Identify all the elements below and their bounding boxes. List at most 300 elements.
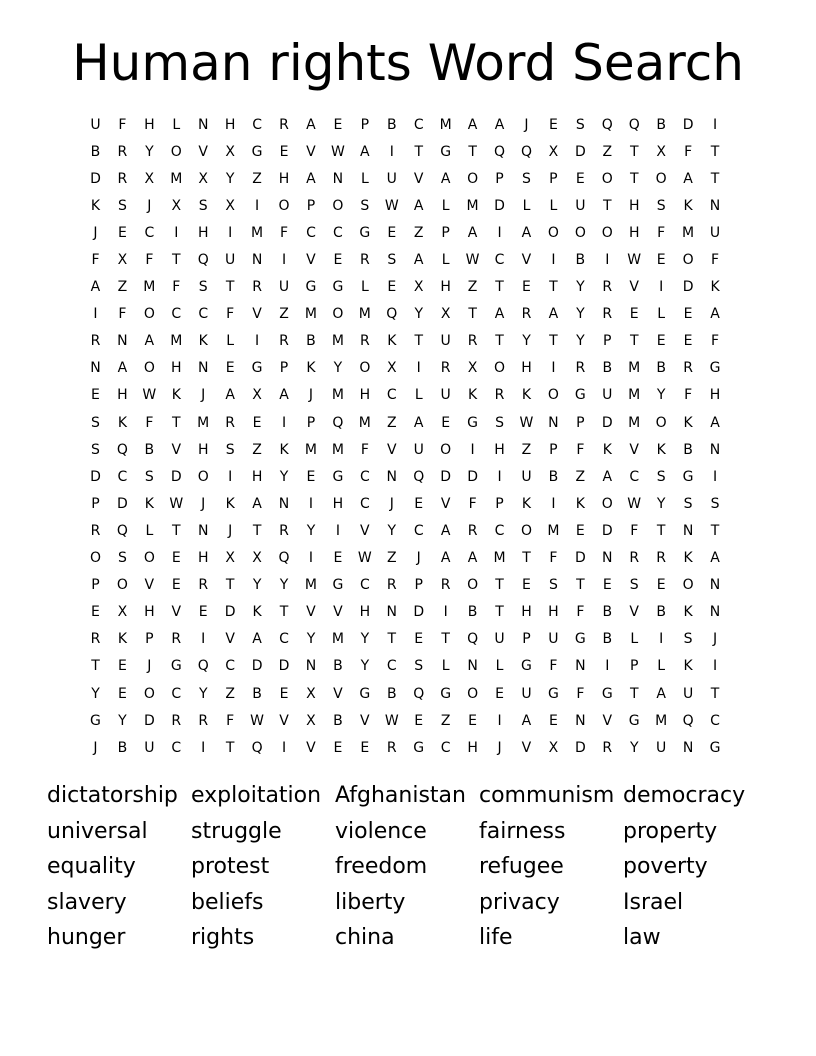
- grid-letter: F: [657, 224, 666, 241]
- grid-letter: I: [281, 252, 287, 269]
- grid-letter: O: [143, 550, 155, 567]
- grid-letter: Y: [145, 143, 154, 160]
- grid-letter: E: [252, 414, 262, 431]
- grid-letter: K: [656, 441, 666, 458]
- grid-letter: O: [601, 495, 613, 512]
- grid-letter: T: [629, 143, 639, 160]
- grid-letter: B: [683, 441, 693, 458]
- grid-letter: V: [521, 252, 532, 269]
- grid-letter: I: [228, 468, 233, 485]
- grid-letter: T: [710, 143, 720, 160]
- grid-letter: Y: [576, 306, 585, 323]
- grid-letter: E: [306, 468, 316, 485]
- grid-letter: T: [414, 143, 423, 160]
- grid-letter: D: [682, 279, 694, 296]
- grid-letter: X: [225, 197, 235, 214]
- grid-letter: K: [144, 495, 154, 512]
- grid-letter: S: [656, 197, 666, 214]
- grid-letter: Q: [197, 658, 209, 675]
- grid-letter: U: [709, 224, 721, 241]
- grid-letter: E: [414, 631, 424, 648]
- grid-letter: H: [548, 604, 559, 621]
- grid-letter: E: [548, 712, 558, 729]
- grid-letter: Y: [576, 279, 585, 296]
- grid-letter: P: [91, 577, 100, 594]
- grid-letter: U: [386, 170, 397, 187]
- grid-letter: F: [576, 604, 585, 621]
- grid-letter: F: [145, 252, 154, 269]
- grid-letter: I: [93, 306, 98, 323]
- grid-letter: F: [280, 224, 289, 241]
- grid-letter: H: [144, 604, 155, 621]
- grid-letter: W: [519, 414, 534, 431]
- grid-letter: D: [574, 739, 586, 756]
- grid-letter: C: [333, 224, 343, 241]
- grid-letter: T: [225, 279, 235, 296]
- grid-letter: E: [387, 279, 397, 296]
- grid-letter: A: [252, 631, 262, 648]
- grid-letter: C: [494, 522, 505, 539]
- grid-letter: A: [225, 387, 235, 404]
- grid-letter: U: [548, 631, 559, 648]
- grid-letter: C: [386, 387, 397, 404]
- grid-letter: F: [630, 522, 639, 539]
- grid-letter: D: [251, 658, 263, 675]
- grid-letter: S: [117, 197, 127, 214]
- grid-letter: X: [252, 550, 262, 567]
- grid-letter: H: [521, 360, 532, 377]
- grid-letter: A: [494, 306, 505, 323]
- grid-letter: I: [712, 658, 718, 675]
- grid-letter: V: [306, 739, 316, 756]
- grid-letter: H: [117, 387, 128, 404]
- grid-letter: B: [144, 441, 155, 458]
- grid-letter: C: [198, 306, 209, 323]
- grid-letter: N: [332, 170, 344, 187]
- grid-letter: H: [359, 387, 371, 404]
- grid-letter: D: [574, 143, 586, 160]
- grid-letter: Q: [494, 143, 506, 160]
- grid-letter: R: [467, 333, 478, 350]
- grid-letter: T: [172, 252, 181, 269]
- grid-letter: B: [333, 712, 343, 729]
- grid-letter: B: [306, 333, 316, 350]
- grid-letter: T: [172, 414, 181, 431]
- grid-letter: L: [630, 631, 639, 648]
- grid-letter: G: [251, 360, 263, 377]
- grid-letter: K: [90, 197, 101, 214]
- grid-letter: X: [548, 143, 559, 160]
- grid-letter: B: [575, 252, 586, 269]
- grid-letter: H: [144, 116, 155, 133]
- grid-letter: Q: [278, 550, 290, 567]
- grid-letter: K: [252, 604, 262, 621]
- grid-letter: G: [601, 685, 613, 702]
- grid-letter: P: [145, 631, 154, 648]
- grid-letter: O: [601, 224, 613, 241]
- grid-letter: C: [629, 468, 640, 485]
- grid-letter: E: [387, 224, 397, 241]
- grid-letter: I: [712, 468, 718, 485]
- grid-letter: P: [279, 360, 289, 377]
- grid-letter: H: [171, 360, 182, 377]
- grid-letter: R: [359, 252, 370, 269]
- word-list-item: law: [623, 925, 661, 950]
- grid-letter: R: [521, 306, 532, 323]
- grid-letter: K: [683, 658, 693, 675]
- grid-letter: X: [467, 360, 478, 377]
- grid-letter: G: [359, 685, 371, 702]
- word-list-item: rights: [191, 925, 255, 950]
- grid-letter: O: [655, 414, 667, 431]
- grid-letter: P: [629, 658, 639, 675]
- grid-letter: G: [440, 143, 452, 160]
- grid-letter: M: [331, 631, 344, 648]
- grid-letter: M: [655, 712, 668, 729]
- grid-letter: E: [414, 495, 424, 512]
- grid-letter: F: [91, 252, 100, 269]
- grid-letter: U: [440, 333, 451, 350]
- grid-letter: T: [279, 604, 289, 621]
- grid-letter: E: [495, 685, 504, 702]
- grid-letter: M: [628, 414, 641, 431]
- grid-letter: Y: [656, 495, 666, 512]
- grid-letter: T: [91, 658, 100, 675]
- grid-letter: N: [197, 116, 209, 133]
- grid-letter: A: [440, 170, 451, 187]
- grid-letter: Q: [197, 252, 209, 269]
- word-list-item: Afghanistan: [335, 783, 466, 808]
- grid-letter: X: [386, 360, 397, 377]
- grid-letter: V: [333, 685, 343, 702]
- grid-letter: M: [331, 387, 344, 404]
- grid-letter: L: [549, 197, 558, 214]
- grid-letter: X: [656, 143, 666, 160]
- grid-letter: N: [682, 522, 694, 539]
- grid-letter: B: [656, 116, 666, 133]
- grid-letter: V: [306, 252, 316, 269]
- grid-letter: O: [440, 441, 452, 458]
- grid-letter: Y: [414, 306, 423, 323]
- grid-letter: A: [521, 712, 532, 729]
- grid-letter: I: [389, 143, 394, 160]
- grid-letter: Y: [279, 468, 289, 485]
- grid-letter: L: [441, 252, 450, 269]
- word-list-item: refugee: [479, 854, 564, 879]
- grid-letter: Y: [387, 522, 397, 539]
- grid-letter: S: [387, 252, 397, 269]
- grid-letter: G: [359, 224, 371, 241]
- grid-letter: Z: [252, 441, 262, 458]
- grid-letter: Z: [521, 441, 532, 458]
- grid-letter: Z: [225, 685, 235, 702]
- grid-letter: T: [495, 577, 504, 594]
- grid-letter: G: [574, 387, 586, 404]
- grid-letter: C: [359, 495, 370, 512]
- grid-letter: Q: [413, 685, 425, 702]
- grid-letter: M: [439, 116, 452, 133]
- grid-letter: E: [333, 550, 343, 567]
- grid-letter: Y: [279, 577, 289, 594]
- grid-letter: A: [413, 414, 424, 431]
- grid-letter: H: [332, 495, 344, 512]
- grid-letter: K: [683, 414, 693, 431]
- grid-letter: K: [279, 441, 289, 458]
- grid-letter: L: [495, 658, 504, 675]
- grid-letter: T: [495, 279, 504, 296]
- grid-letter: C: [413, 116, 424, 133]
- grid-letter: R: [656, 550, 667, 567]
- grid-letter: E: [441, 414, 451, 431]
- grid-letter: R: [279, 333, 289, 350]
- grid-letter: E: [575, 170, 585, 187]
- grid-letter: Y: [576, 333, 585, 350]
- grid-letter: G: [170, 658, 182, 675]
- word-list-item: fairness: [479, 818, 566, 844]
- grid-letter: A: [467, 224, 478, 241]
- word-list-item: china: [335, 925, 395, 950]
- grid-letter: R: [440, 577, 451, 594]
- grid-letter: L: [657, 658, 666, 675]
- grid-letter: H: [197, 550, 209, 567]
- grid-letter: G: [440, 685, 452, 702]
- grid-letter: G: [547, 685, 559, 702]
- grid-letter: J: [712, 631, 718, 648]
- grid-letter: I: [659, 279, 664, 296]
- grid-letter: T: [656, 522, 666, 539]
- grid-letter: B: [656, 604, 666, 621]
- grid-letter: R: [602, 306, 613, 323]
- grid-letter: N: [709, 441, 721, 458]
- grid-letter: I: [308, 495, 314, 512]
- grid-letter: Y: [522, 333, 531, 350]
- word-list-item: slavery: [47, 889, 127, 915]
- grid-letter: D: [574, 550, 586, 567]
- grid-letter: D: [682, 116, 694, 133]
- grid-letter: P: [306, 414, 316, 431]
- grid-letter: G: [332, 468, 344, 485]
- grid-letter: H: [467, 739, 478, 756]
- grid-letter: N: [90, 360, 101, 377]
- grid-letter: F: [684, 387, 693, 404]
- grid-letter: T: [549, 333, 558, 350]
- grid-letter: A: [117, 360, 128, 377]
- grid-letter: M: [143, 279, 156, 296]
- grid-letter: W: [465, 252, 480, 269]
- grid-letter: O: [143, 360, 155, 377]
- grid-letter: M: [358, 414, 371, 431]
- grid-letter: R: [171, 631, 182, 648]
- grid-letter: O: [520, 522, 532, 539]
- grid-letter: C: [171, 685, 182, 702]
- grid-letter: I: [174, 224, 179, 241]
- grid-letter: C: [359, 468, 370, 485]
- grid-letter: L: [360, 170, 369, 187]
- grid-letter: V: [306, 143, 316, 160]
- grid-letter: Q: [601, 116, 613, 133]
- grid-letter: Y: [360, 658, 370, 675]
- grid-letter: W: [627, 495, 642, 512]
- grid-letter: T: [495, 333, 504, 350]
- grid-letter: F: [118, 306, 127, 323]
- grid-letter: N: [548, 414, 559, 431]
- grid-letter: E: [683, 306, 693, 323]
- word-list-item: violence: [335, 818, 427, 844]
- grid-letter: I: [551, 252, 556, 269]
- word-list-item: poverty: [623, 854, 708, 879]
- grid-letter: N: [709, 197, 721, 214]
- grid-letter: M: [251, 224, 264, 241]
- grid-letter: O: [494, 360, 506, 377]
- grid-letter: C: [144, 224, 155, 241]
- grid-letter: I: [551, 495, 556, 512]
- word-list-item: equality: [47, 854, 136, 879]
- grid-letter: J: [147, 658, 152, 675]
- grid-letter: J: [308, 387, 314, 404]
- grid-letter: G: [521, 658, 532, 675]
- grid-letter: E: [522, 279, 531, 296]
- grid-letter: I: [497, 712, 502, 729]
- grid-letter: A: [467, 550, 478, 567]
- grid-letter: N: [251, 252, 263, 269]
- grid-letter: M: [304, 441, 318, 458]
- word-list-item: hunger: [47, 925, 126, 950]
- grid-letter: T: [576, 577, 585, 594]
- grid-letter: U: [656, 739, 667, 756]
- grid-letter: R: [198, 577, 209, 594]
- grid-letter: O: [574, 224, 586, 241]
- grid-letter: I: [443, 604, 448, 621]
- grid-letter: D: [467, 468, 478, 485]
- grid-letter: V: [360, 522, 370, 539]
- grid-letter: I: [201, 739, 206, 756]
- grid-letter: O: [332, 306, 344, 323]
- grid-letter: U: [494, 631, 505, 648]
- grid-letter: H: [709, 387, 721, 404]
- grid-letter: P: [576, 414, 585, 431]
- grid-letter: F: [711, 252, 720, 269]
- grid-letter: Y: [656, 387, 666, 404]
- grid-letter: H: [494, 441, 505, 458]
- grid-letter: Y: [333, 360, 343, 377]
- grid-letter: Y: [252, 577, 262, 594]
- grid-letter: K: [225, 495, 235, 512]
- grid-letter: F: [118, 116, 127, 133]
- grid-letter: N: [197, 360, 209, 377]
- grid-letter: A: [252, 495, 262, 512]
- grid-letter: X: [548, 739, 559, 756]
- grid-letter: V: [144, 577, 155, 594]
- grid-letter: Q: [413, 468, 425, 485]
- grid-letter: S: [683, 495, 693, 512]
- grid-letter: N: [197, 522, 209, 539]
- grid-letter: N: [602, 550, 613, 567]
- grid-letter: I: [228, 224, 233, 241]
- grid-letter: V: [629, 604, 639, 621]
- grid-letter: C: [386, 658, 397, 675]
- grid-letter: N: [305, 658, 317, 675]
- letter-grid: [82, 111, 729, 761]
- grid-letter: T: [441, 631, 450, 648]
- grid-letter: N: [575, 658, 586, 675]
- grid-letter: R: [575, 360, 586, 377]
- grid-letter: J: [93, 224, 98, 241]
- grid-letter: F: [549, 550, 558, 567]
- grid-letter: N: [467, 658, 478, 675]
- word-list-item: universal: [47, 818, 148, 844]
- grid-letter: S: [495, 414, 504, 431]
- grid-letter: A: [144, 333, 155, 350]
- grid-letter: R: [359, 333, 370, 350]
- grid-letter: E: [656, 577, 666, 594]
- grid-letter: P: [414, 577, 423, 594]
- grid-letter: I: [255, 197, 260, 214]
- grid-letter: X: [117, 604, 128, 621]
- word-list-item: privacy: [479, 889, 560, 915]
- grid-letter: L: [145, 522, 154, 539]
- grid-letter: B: [333, 658, 343, 675]
- grid-letter: P: [441, 224, 450, 241]
- grid-letter: O: [547, 224, 559, 241]
- grid-letter: Z: [413, 224, 424, 241]
- grid-letter: A: [413, 197, 424, 214]
- grid-letter: Q: [116, 522, 128, 539]
- grid-letter: T: [629, 685, 639, 702]
- grid-letter: T: [172, 522, 181, 539]
- grid-letter: W: [627, 252, 642, 269]
- grid-letter: B: [656, 360, 666, 377]
- grid-letter: K: [602, 441, 612, 458]
- grid-letter: A: [279, 387, 289, 404]
- grid-letter: L: [522, 197, 531, 214]
- grid-letter: N: [386, 604, 398, 621]
- grid-letter: E: [333, 116, 343, 133]
- grid-letter: I: [605, 252, 610, 269]
- grid-letter: X: [225, 143, 235, 160]
- grid-letter: E: [279, 685, 289, 702]
- grid-letter: X: [225, 550, 235, 567]
- grid-letter: K: [306, 360, 316, 377]
- grid-letter: E: [225, 360, 235, 377]
- grid-letter: O: [467, 577, 479, 594]
- grid-letter: D: [278, 658, 290, 675]
- grid-letter: E: [117, 658, 127, 675]
- grid-letter: X: [171, 197, 182, 214]
- grid-letter: E: [198, 604, 208, 621]
- grid-letter: V: [413, 170, 424, 187]
- grid-letter: Z: [467, 279, 478, 296]
- grid-letter: Q: [116, 441, 128, 458]
- grid-letter: D: [601, 414, 613, 431]
- grid-letter: R: [90, 333, 101, 350]
- grid-letter: E: [171, 577, 181, 594]
- grid-letter: E: [360, 739, 370, 756]
- grid-letter: F: [226, 306, 235, 323]
- grid-letter: V: [440, 495, 451, 512]
- grid-letter: G: [305, 279, 317, 296]
- grid-letter: T: [549, 279, 558, 296]
- grid-letter: K: [575, 495, 585, 512]
- grid-letter: K: [468, 387, 478, 404]
- grid-letter: K: [710, 279, 720, 296]
- grid-letter: B: [602, 631, 613, 648]
- grid-letter: A: [306, 170, 316, 187]
- grid-letter: R: [386, 739, 397, 756]
- grid-letter: L: [441, 658, 450, 675]
- grid-letter: M: [682, 224, 695, 241]
- grid-letter: I: [605, 658, 610, 675]
- grid-letter: J: [147, 197, 152, 214]
